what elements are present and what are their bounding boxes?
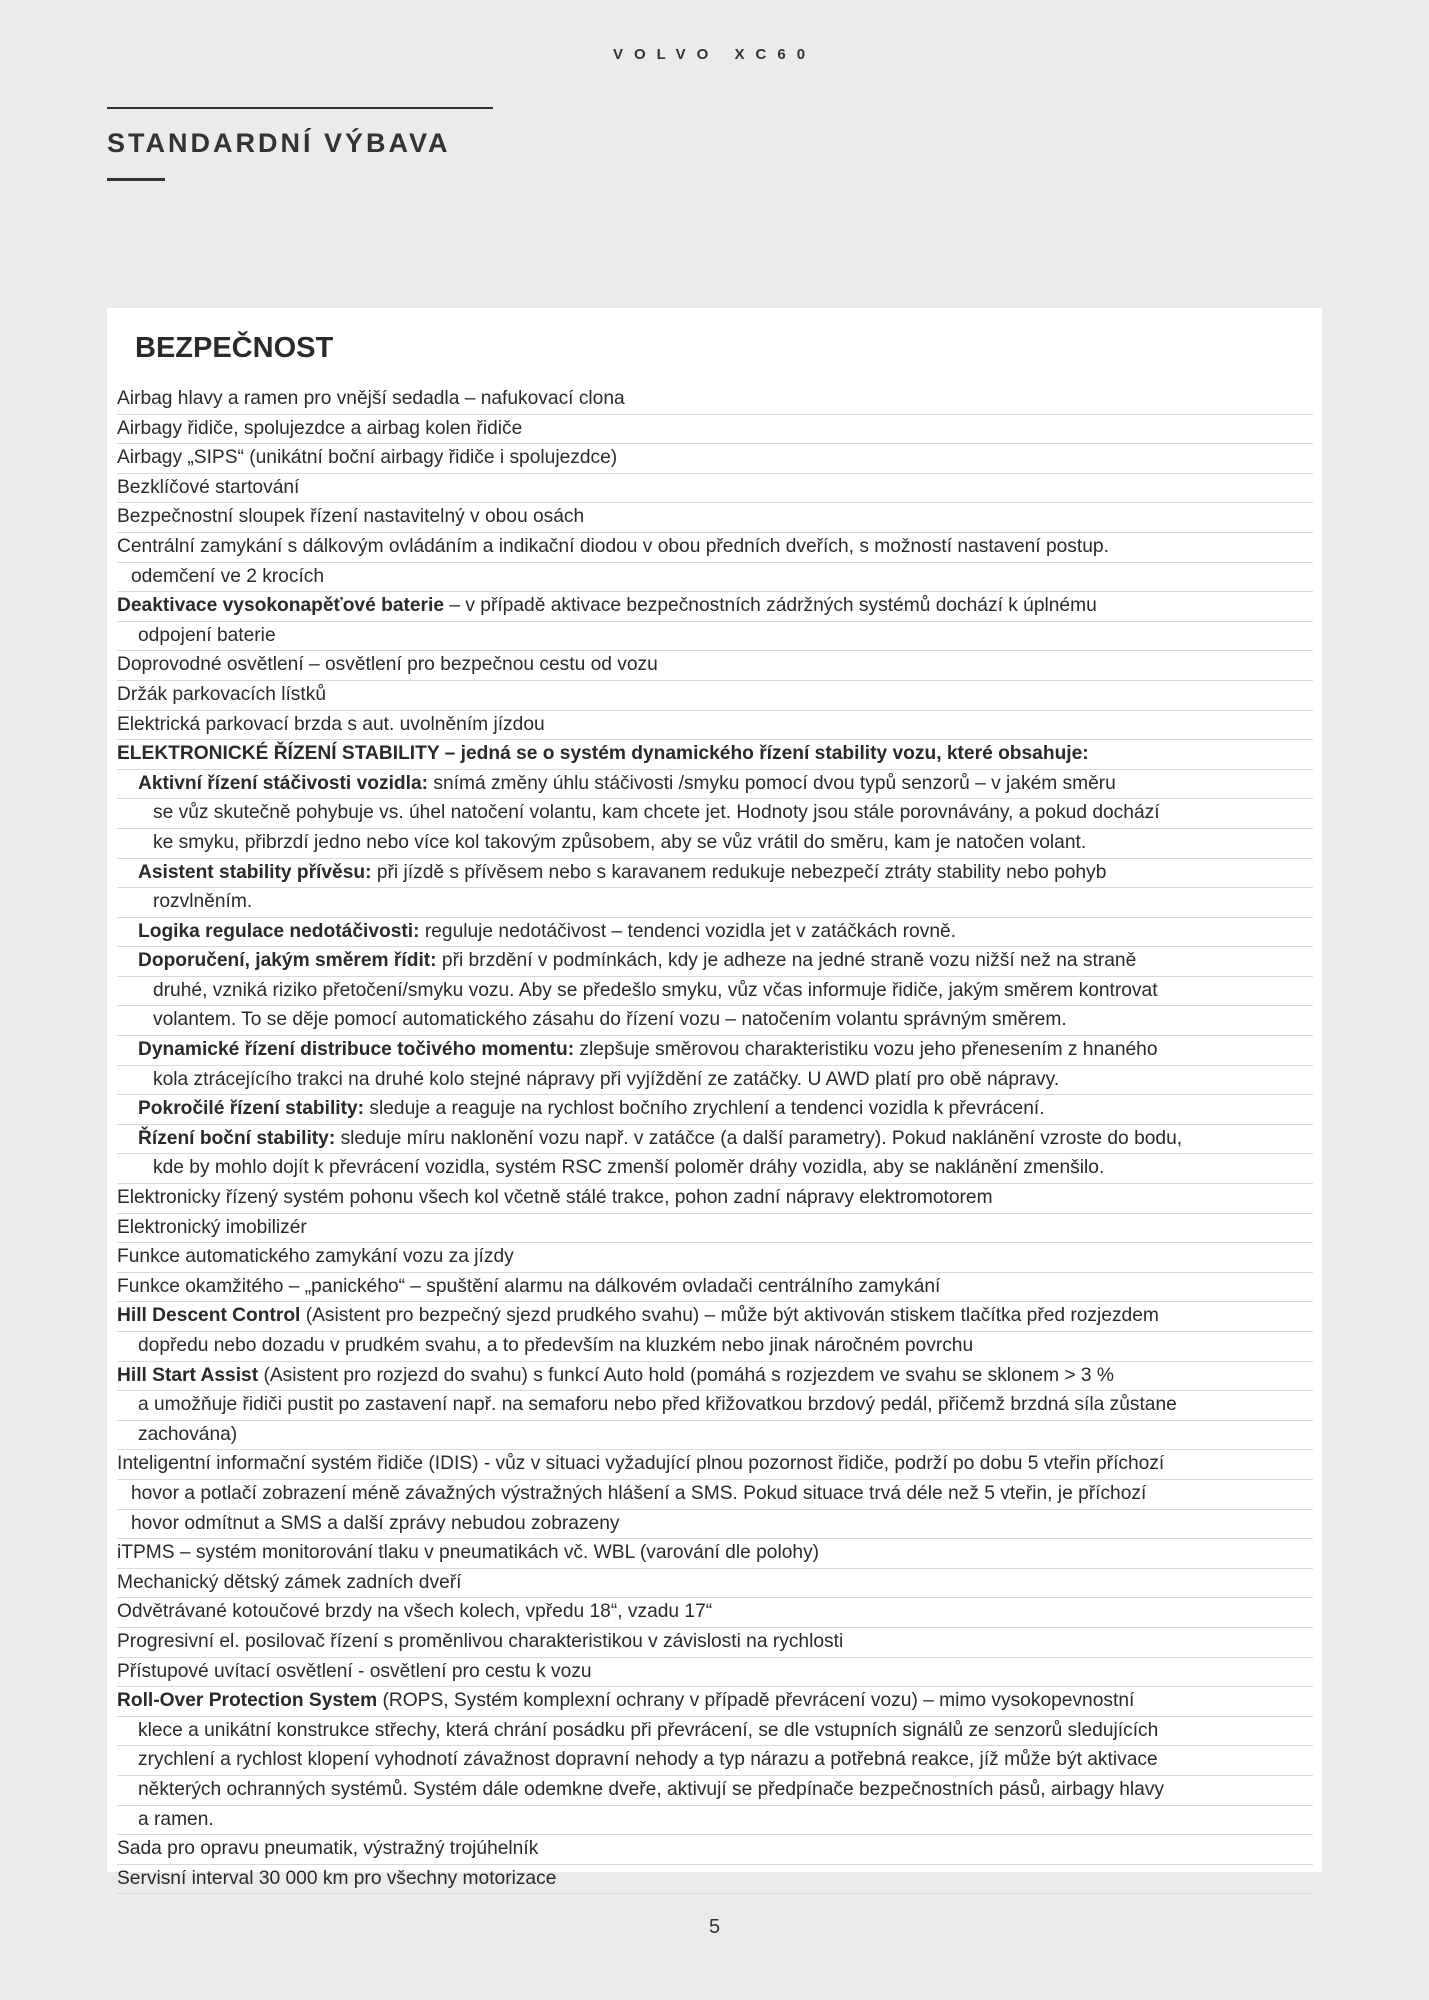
equipment-line-bold: Aktivní řízení stáčivosti vozidla: <box>138 772 429 794</box>
equipment-line-text: klece a unikátní konstrukce střechy, která chrání posádku při převrácení, se dle vstupních signálů ze senzorů sledujících <box>138 1719 1159 1741</box>
equipment-line-text: odemčení ve 2 krocích <box>131 565 325 587</box>
equipment-line <box>117 1302 1313 1332</box>
equipment-line <box>117 1717 1313 1747</box>
equipment-line <box>117 681 1313 711</box>
equipment-line <box>117 711 1313 741</box>
equipment-line <box>117 1332 1313 1362</box>
equipment-line-bold: Deaktivace vysokonapěťové baterie <box>117 595 445 617</box>
equipment-line <box>117 503 1313 533</box>
equipment-line-text: Servisní interval 30 000 km pro všechny motorizace <box>117 1867 557 1889</box>
equipment-line-text: odpojení baterie <box>138 624 276 646</box>
equipment-line <box>117 1214 1313 1244</box>
equipment-line-text: Elektronicky řízený systém pohonu všech kol včetně stálé trakce, pohon zadní nápravy elektromotorem <box>117 1187 993 1209</box>
equipment-line <box>117 947 1313 977</box>
equipment-line <box>117 1480 1313 1510</box>
equipment-line-text: zlepšuje směrovou charakteristiku vozu jeho přenesením z hnaného <box>574 1039 1158 1061</box>
page-title: STANDARDNÍ VÝBAVA <box>107 128 451 158</box>
equipment-line <box>117 1243 1313 1273</box>
equipment-line <box>117 888 1313 918</box>
equipment-line-text: Doprovodné osvětlení – osvětlení pro bezpečnou cestu od vozu <box>117 654 658 676</box>
equipment-line <box>117 1006 1313 1036</box>
equipment-line <box>117 1510 1313 1540</box>
equipment-line-text: zrychlení a rychlost klopení vyhodnotí závažnost dopravní nehody a typ nárazu a potřebná reakce, jíž může být aktivace <box>138 1749 1158 1771</box>
equipment-line-text: a umožňuje řidiči pustit po zastavení např. na semaforu nebo před křižovatkou brzdový pedál, přičemž brzdná síla zůstane <box>138 1394 1177 1416</box>
equipment-list <box>117 385 1313 1894</box>
equipment-line-bold: Dynamické řízení distribuce točivého momentu: <box>138 1039 575 1061</box>
equipment-line-text: Centrální zamykání s dálkovým ovládáním a indikační diodou v obou předních dveřích, s možností nastavení postup. <box>117 535 1109 557</box>
equipment-line-bold: Řízení boční stability: <box>138 1127 336 1149</box>
equipment-line-bold: Pokročilé řízení stability: <box>138 1098 365 1120</box>
equipment-line-text: Progresivní el. posilovač řízení s proměnlivou charakteristikou v závislosti na rychlosti <box>117 1630 844 1652</box>
equipment-line-text: Mechanický dětský zámek zadních dveří <box>117 1571 462 1593</box>
top-divider <box>107 107 493 109</box>
equipment-line-text: zachována) <box>138 1423 238 1445</box>
equipment-line-text: Sada pro opravu pneumatik, výstražný trojúhelník <box>117 1838 539 1860</box>
equipment-line-text: některých ochranných systémů. Systém dále odemkne dveře, aktivují se předpínače bezpečnostních pásů, airbagy hlavy <box>138 1778 1165 1800</box>
equipment-line-bold: Roll-Over Protection System <box>117 1690 378 1712</box>
equipment-line-text: Elektronický imobilizér <box>117 1216 307 1238</box>
equipment-line <box>117 1362 1313 1392</box>
equipment-line-text: Funkce automatického zamykání vozu za jízdy <box>117 1246 514 1268</box>
equipment-line <box>117 1125 1313 1155</box>
equipment-line-text: ke smyku, přibrzdí jedno nebo více kol takovým způsobem, aby se vůz vrátil do směru, kam je natočen volant. <box>153 831 1087 853</box>
equipment-line <box>117 563 1313 593</box>
equipment-line-text: Elektrická parkovací brzda s aut. uvolněním jízdou <box>117 713 545 735</box>
equipment-line <box>117 1421 1313 1451</box>
equipment-line <box>117 977 1313 1007</box>
equipment-line <box>117 1865 1313 1895</box>
equipment-line-bold: Doporučení, jakým směrem řídit: <box>138 950 437 972</box>
equipment-line <box>117 1154 1313 1184</box>
safety-equipment-panel <box>107 308 1322 1889</box>
equipment-line-bold: Hill Descent Control <box>117 1305 301 1327</box>
equipment-line-text: Inteligentní informační systém řidiče (IDIS) - vůz v situaci vyžadující plnou pozornost řidiče, podrží po dobu 5 vteřin příchozí <box>117 1453 1165 1475</box>
equipment-line-text: kola ztrácejícího trakci na druhé kolo stejné nápravy při vyjíždění ze zatáčky. U AWD platí pro obě nápravy. <box>153 1068 1060 1090</box>
equipment-line-text: (Asistent pro rozjezd do svahu) s funkcí Auto hold (pomáhá s rozjezdem ve svahu se sklonem > 3 % <box>258 1364 1114 1386</box>
equipment-line-bold: Hill Start Assist <box>117 1364 259 1386</box>
equipment-line-text: rozvlněním. <box>153 891 253 913</box>
equipment-line <box>117 474 1313 504</box>
equipment-line-text: kde by mohlo dojít k převrácení vozidla, systém RSC zmenší poloměr dráhy vozidla, aby se naklánění zmenšilo. <box>153 1157 1105 1179</box>
equipment-line-text: sleduje míru naklonění vozu např. v zatáčce (a další parametry). Pokud naklánění vzroste do bodu, <box>335 1127 1183 1149</box>
equipment-line <box>117 1569 1313 1599</box>
equipment-line <box>117 1806 1313 1836</box>
brand-header: VOLVO XC60 <box>612 46 817 63</box>
equipment-line <box>117 444 1313 474</box>
equipment-line-text: a ramen. <box>138 1808 214 1830</box>
equipment-line-text: Odvětrávané kotoučové brzdy na všech kolech, vpředu 18“, vzadu 17“ <box>117 1601 713 1623</box>
equipment-line <box>117 1036 1313 1066</box>
equipment-line <box>117 622 1313 652</box>
equipment-line <box>117 859 1313 889</box>
equipment-line-text: Držák parkovacích lístků <box>117 683 327 705</box>
equipment-line-text: – v případě aktivace bezpečnostních zádržných systémů dochází k úplnému <box>444 595 1097 617</box>
equipment-line <box>117 1450 1313 1480</box>
equipment-line <box>117 1066 1313 1096</box>
equipment-line-text: při brzdění v podmínkách, kdy je adheze na jedné straně vozu nižší než na straně <box>436 950 1137 972</box>
equipment-line-text: (Asistent pro bezpečný sjezd prudkého svahu) – může být aktivován stiskem tlačítka před rozjezdem <box>300 1305 1159 1327</box>
section-subheader: ELEKTRONICKÉ ŘÍZENÍ STABILITY – jedná se o systém dynamického řízení stability vozu, které obsahuje: <box>117 740 1313 770</box>
equipment-line-text: Přístupové uvítací osvětlení - osvětlení pro cestu k vozu <box>117 1660 592 1682</box>
equipment-line-text: Airbagy řidiče, spolujezdce a airbag kolen řidiče <box>117 417 523 439</box>
equipment-line <box>117 1273 1313 1303</box>
equipment-line <box>117 799 1313 829</box>
equipment-line <box>117 770 1313 800</box>
equipment-line <box>117 1391 1313 1421</box>
equipment-line-text: snímá změny úhlu stáčivosti /smyku pomocí dvou typů senzorů – v jakém směru <box>428 772 1116 794</box>
equipment-line <box>117 1776 1313 1806</box>
equipment-line-text: reguluje nedotáčivost – tendenci vozidla jet v zatáčkách rovně. <box>419 920 957 942</box>
equipment-line-text: Bezklíčové startování <box>117 476 300 498</box>
equipment-line <box>117 1835 1313 1865</box>
equipment-line <box>117 1746 1313 1776</box>
equipment-line-text: při jízdě s přívěsem nebo s karavanem redukuje nebezpečí ztráty stability nebo pohyb <box>371 861 1107 883</box>
equipment-line <box>117 415 1313 445</box>
equipment-line <box>117 1658 1313 1688</box>
equipment-line-text: (ROPS, Systém komplexní ochrany v případě převrácení vozu) – mimo vysokopevnostní <box>377 1690 1135 1712</box>
equipment-line-text: volantem. To se děje pomocí automatického zásahu do řízení vozu – natočením volantu správným směrem. <box>153 1009 1067 1031</box>
equipment-line <box>117 1184 1313 1214</box>
equipment-line <box>117 1628 1313 1658</box>
equipment-line-text: sleduje a reaguje na rychlost bočního zrychlení a tendenci vozidla k převrácení. <box>364 1098 1045 1120</box>
equipment-line-text: Airbagy „SIPS“ (unikátní boční airbagy řidiče i spolujezdce) <box>117 447 618 469</box>
equipment-line-text: hovor a potlačí zobrazení méně závažných výstražných hlášení a SMS. Pokud situace trvá déle než 5 vteřin, je příchozí <box>131 1482 1147 1504</box>
equipment-line-text: iTPMS – systém monitorování tlaku v pneumatikách vč. WBL (varování dle polohy) <box>117 1542 820 1564</box>
equipment-line-text: hovor odmítnut a SMS a další zprávy nebudou zobrazeny <box>131 1512 620 1534</box>
page-number: 5 <box>708 1916 721 1938</box>
section-title: BEZPEČNOST <box>135 332 334 364</box>
equipment-line <box>117 1539 1313 1569</box>
equipment-line-text: dopředu nebo dozadu v prudkém svahu, a to především na kluzkém nebo jinak náročném povrchu <box>138 1335 974 1356</box>
equipment-line-text: Funkce okamžitého – „panického“ – spuštění alarmu na dálkovém ovladači centrálního zamykání <box>117 1275 941 1297</box>
equipment-line <box>117 385 1313 415</box>
equipment-line-text: se vůz skutečně pohybuje vs. úhel natočení volantu, kam chcete jet. Hodnoty jsou stále porovnávány, a pokud dochází <box>153 802 1160 824</box>
equipment-line <box>117 1687 1313 1717</box>
equipment-line <box>117 651 1313 681</box>
equipment-line-text: Airbag hlavy a ramen pro vnější sedadla – nafukovací clona <box>117 388 625 409</box>
equipment-line <box>117 918 1313 948</box>
title-underline <box>107 178 165 181</box>
equipment-line <box>117 1598 1313 1628</box>
equipment-line-bold: Logika regulace nedotáčivosti: <box>138 920 420 942</box>
equipment-line <box>117 592 1313 622</box>
equipment-line-text: druhé, vzniká riziko přetočení/smyku vozu. Aby se předešlo smyku, vůz včas informuje řidiče, jakým směrem kontrovat <box>153 979 1158 1001</box>
equipment-line <box>117 1095 1313 1125</box>
equipment-line <box>117 533 1313 563</box>
equipment-line-text: Bezpečnostní sloupek řízení nastavitelný v obou osách <box>117 506 585 528</box>
equipment-line <box>117 829 1313 859</box>
equipment-line-bold: Asistent stability přívěsu: <box>138 861 372 883</box>
